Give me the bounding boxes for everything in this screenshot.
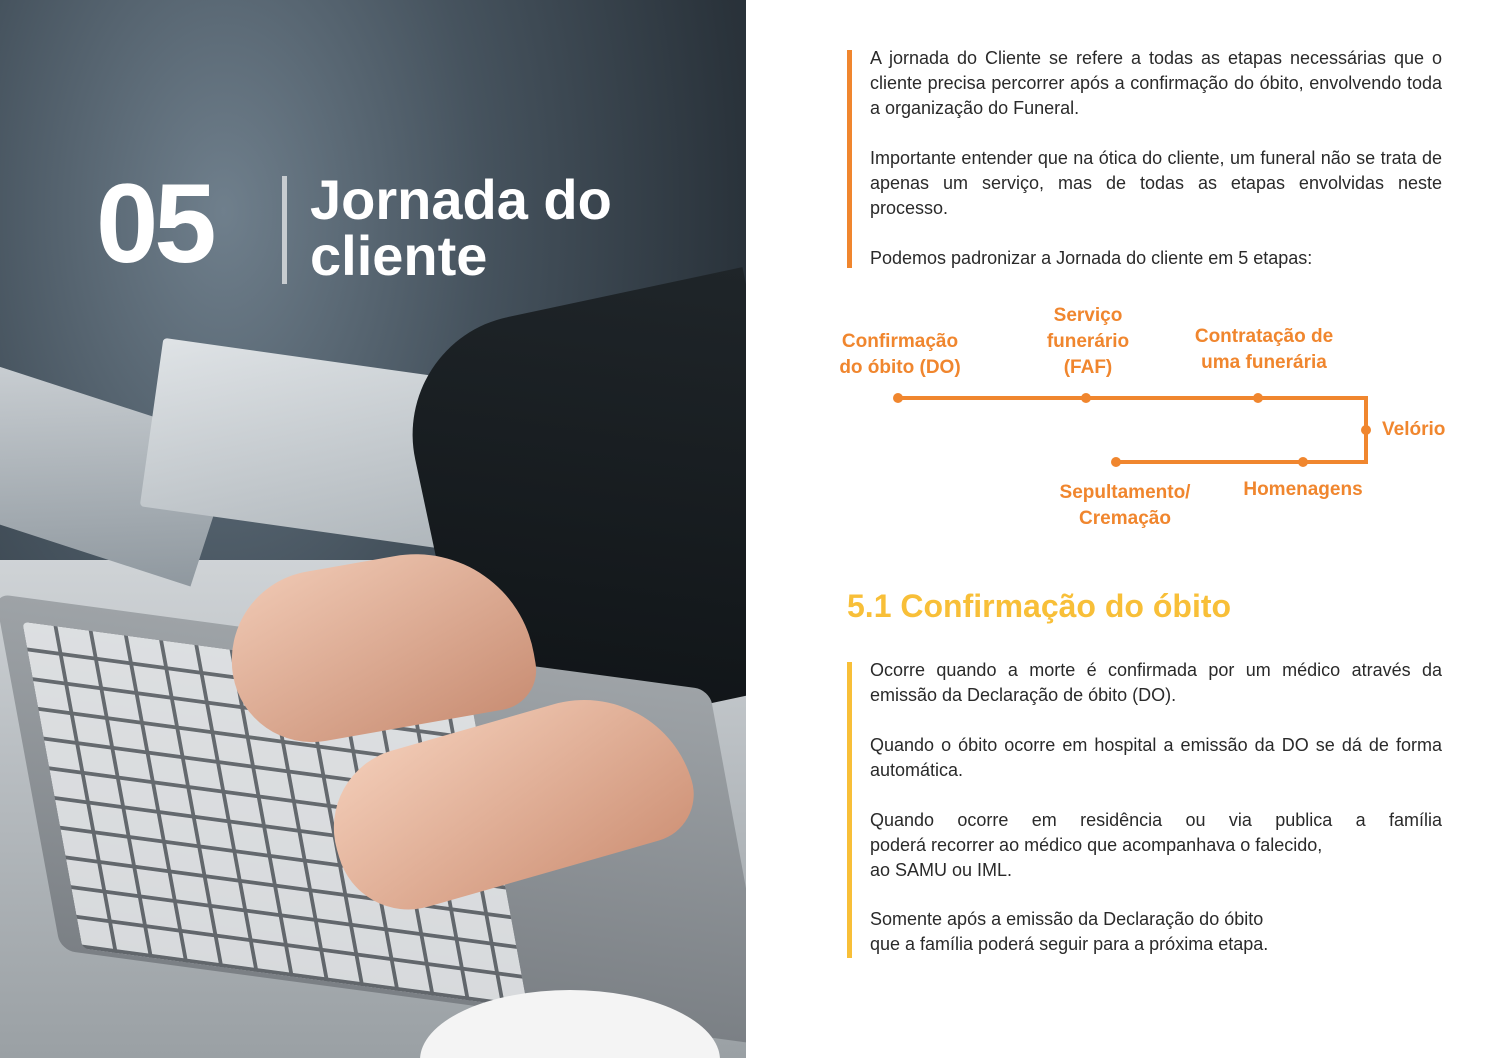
journey-step-contratacao xyxy=(1176,324,1352,376)
journey-dot xyxy=(1253,393,1263,403)
chapter-number: 05 xyxy=(96,161,213,286)
step-label: Contratação de xyxy=(1194,326,1334,347)
journey-step-homenagens xyxy=(1228,477,1378,503)
section-paragraph xyxy=(870,808,1442,883)
title-divider xyxy=(282,176,287,284)
chapter-title-line: Jornada do xyxy=(310,168,612,231)
step-label: Homenagens xyxy=(1243,479,1363,500)
journey-line-bottom xyxy=(1116,460,1368,464)
section-title: 5.1 Confirmação do óbito xyxy=(847,588,1232,624)
step-label: Serviço xyxy=(1053,305,1123,326)
paragraph-line: poderá recorrer ao médico que acompanhava o falecido, xyxy=(870,835,1323,855)
step-label: do óbito (DO) xyxy=(839,357,961,378)
journey-dot xyxy=(1361,425,1371,435)
paragraph-line: ao SAMU ou IML. xyxy=(870,860,1013,880)
step-label: Confirmação xyxy=(841,331,959,352)
step-label: Sepultamento/ xyxy=(1059,482,1191,503)
intro-paragraph: Importante entender que na ótica do cliente, um funeral não se trata de apenas um serviço, mas de todas as etapas envolvidas neste processo. xyxy=(870,148,1442,218)
journey-line-top xyxy=(898,396,1368,400)
journey-dot xyxy=(893,393,903,403)
step-label: Velório xyxy=(1382,419,1446,440)
journey-dot xyxy=(1298,457,1308,467)
step-label: funerário xyxy=(1046,331,1130,352)
section-paragraph: Quando o óbito ocorre em hospital a emissão da DO se dá de forma automática. xyxy=(870,735,1442,780)
accent-bar xyxy=(847,50,852,268)
paragraph-line: que a família poderá seguir para a próxima etapa. xyxy=(870,934,1269,954)
journey-step-sepultamento xyxy=(1040,480,1210,532)
journey-step-servico xyxy=(1020,303,1156,381)
section-paragraph: Ocorre quando a morte é confirmada por um médico através da emissão da Declaração de óbito (DO). xyxy=(870,660,1442,705)
journey-step-velorio xyxy=(1382,417,1462,443)
section-paragraph xyxy=(870,907,1442,957)
paragraph-line: Quando ocorre em residência ou via publica a família xyxy=(870,810,1442,830)
journey-step-confirmacao xyxy=(822,329,978,381)
accent-bar xyxy=(847,662,852,958)
step-label: (FAF) xyxy=(1063,357,1113,378)
step-label: uma funerária xyxy=(1201,352,1327,373)
intro-paragraph: A jornada do Cliente se refere a todas as etapas necessárias que o cliente precisa percorrer após a confirmação do óbito, envolvendo toda a organização do Funeral. xyxy=(870,48,1442,118)
intro-paragraph: Podemos padronizar a Jornada do cliente em 5 etapas: xyxy=(870,248,1313,268)
step-label: Cremação xyxy=(1079,508,1171,529)
chapter-title xyxy=(310,168,612,287)
paragraph-line: Somente após a emissão da Declaração do óbito xyxy=(870,909,1264,929)
journey-dot xyxy=(1111,457,1121,467)
journey-dot xyxy=(1081,393,1091,403)
chapter-title-line: cliente xyxy=(310,224,488,287)
